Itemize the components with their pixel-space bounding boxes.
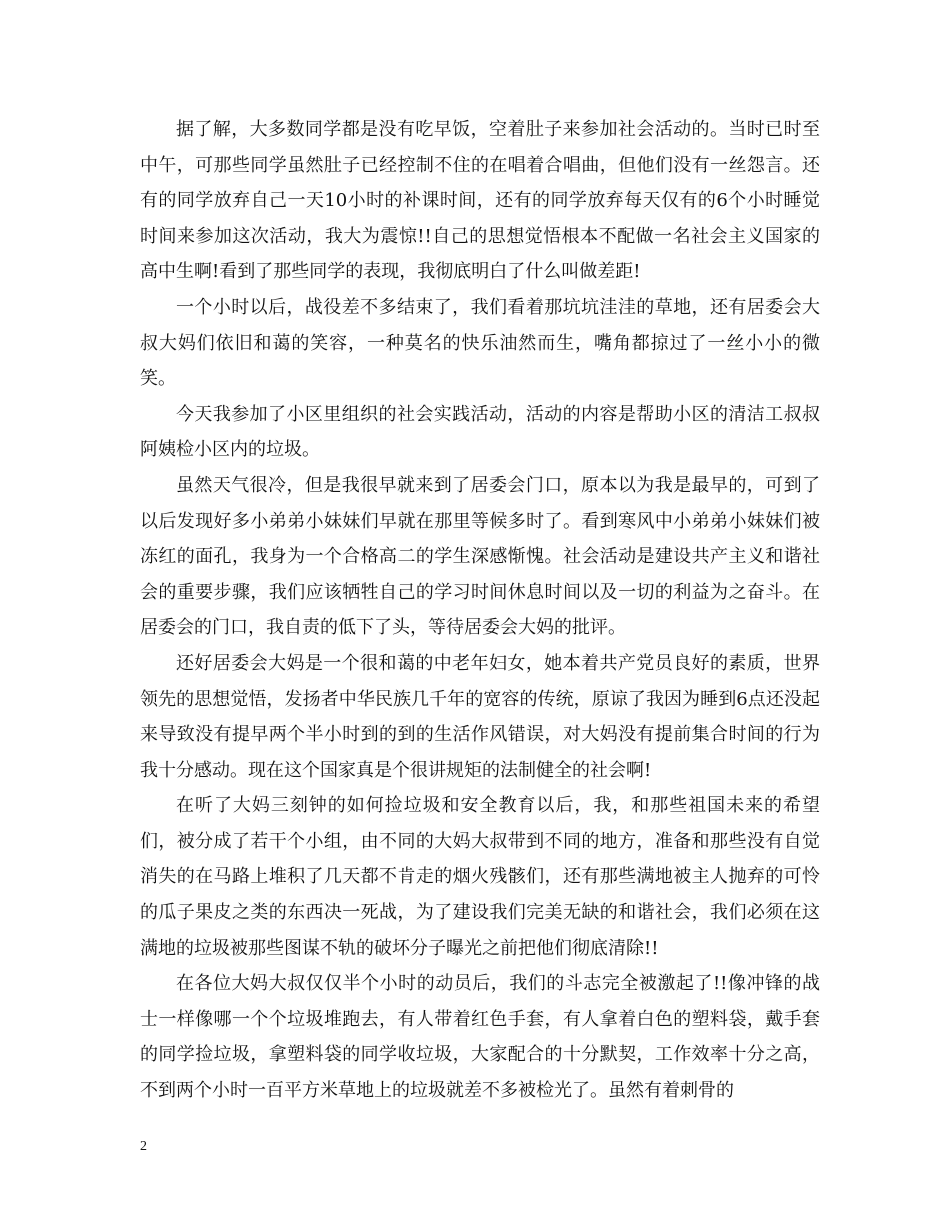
- paragraph: 在听了大妈三刻钟的如何捡垃圾和安全教育以后，我，和那些祖国未来的希望们，被分成了若干个小组，由不同的大妈大叔带到不同的地方，准备和那些没有自觉消失的在马路上堆积了几天都不肯走的烟火残骸们，还有那些满地被主人抛弃的可怜的瓜子果皮之类的东西决一死战，为了建设我们完美无缺的和谐社会，我们必须在这满地的垃圾被那些图谋不轨的破坏分子曝光之前把他们彻底清除!!: [140, 795, 820, 959]
- paragraph: 还好居委会大妈是一个很和蔼的中老年妇女，她本着共产党员良好的素质，世界领先的思想觉悟，发扬者中华民族几千年的宽容的传统，原谅了我因为睡到6点还没起来导致没有提早两个半小时到的到的生活作风错误，对大妈没有提前集合时间的行为我十分感动。现在这个国家真是个很讲规矩的法制健全的社会啊!: [140, 652, 820, 781]
- body-text: [140, 112, 820, 1109]
- paragraph: 一个小时以后，战役差不多结束了，我们看着那坑坑洼洼的草地，还有居委会大叔大妈们依旧和蔼的笑容，一种莫名的快乐油然而生，嘴角都掠过了一丝小小的微笑。: [140, 296, 820, 390]
- paragraph: 今天我参加了小区里组织的社会实践活动，活动的内容是帮助小区的清洁工叔叔阿姨检小区内的垃圾。: [140, 403, 820, 461]
- paragraph: 虽然天气很冷，但是我很早就来到了居委会门口，原本以为我是最早的，可到了以后发现好多小弟弟小妹妹们早就在那里等候多时了。看到寒风中小弟弟小妹妹们被冻红的面孔，我身为一个合格高二的学生深感惭愧。社会活动是建设共产主义和谐社会的重要步骤，我们应该牺牲自己的学习时间休息时间以及一切的利益为之奋斗。在居委会的门口，我自责的低下了头，等待居委会大妈的批评。: [140, 474, 820, 639]
- page-number: 2: [140, 1139, 147, 1154]
- paragraph: 在各位大妈大叔仅仅半个小时的动员后，我们的斗志完全被激起了!!像冲锋的战士一样像哪一个个垃圾堆跑去，有人带着红色手套，有人拿着白色的塑料袋，戴手套的同学捡垃圾，拿塑料袋的同学收垃圾，大家配合的十分默契，工作效率十分之高，不到两个小时一百平方米草地上的垃圾就差不多被检光了。虽然有着刺骨的: [140, 973, 820, 1102]
- paragraph: 据了解，大多数同学都是没有吃早饭，空着肚子来参加社会活动的。当时已时至中午，可那些同学虽然肚子已经控制不住的在唱着合唱曲，但他们没有一丝怨言。还有的同学放弃自己一天10小时的补课时间，还有的同学放弃每天仅有的6个小时睡觉时间来参加这次活动，我大为震惊!!自己的思想觉悟根本不配做一名社会主义国家的高中生啊!看到了那些同学的表现，我彻底明白了什么叫做差距!: [140, 119, 820, 283]
